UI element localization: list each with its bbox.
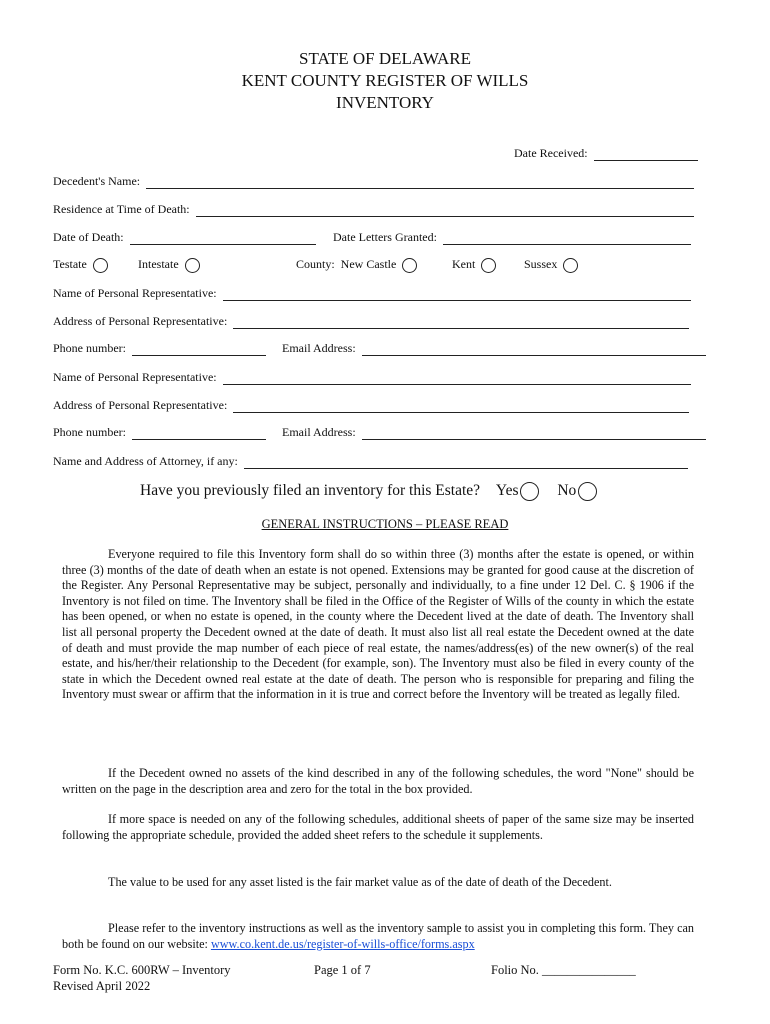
attorney-field[interactable]	[244, 456, 688, 469]
testate-label: Testate	[53, 257, 87, 271]
rep2-address-row	[53, 398, 689, 413]
instructions-paragraph-1	[62, 547, 694, 703]
county-label: County:	[296, 257, 335, 271]
instructions-paragraph-5	[62, 921, 694, 952]
residence-field[interactable]	[196, 204, 694, 217]
rep2-name-label: Name of Personal Representative:	[53, 370, 217, 384]
footer-revised: Revised April 2022	[53, 979, 151, 993]
rep1-name-label: Name of Personal Representative:	[53, 286, 217, 300]
date-received-row	[514, 146, 698, 161]
previously-filed-text: Have you previously filed an inventory for this Estate?	[140, 482, 481, 500]
date-of-death-label: Date of Death:	[53, 230, 124, 244]
rep2-phone-field[interactable]	[132, 427, 266, 440]
rep2-address-label: Address of Personal Representative:	[53, 398, 228, 412]
instructions-paragraph-2	[62, 766, 694, 797]
testate-option	[53, 257, 108, 273]
county-new-castle-option	[296, 257, 417, 273]
county-sussex-option	[524, 257, 578, 273]
footer-folio: Folio No. _______________	[491, 963, 636, 977]
rep2-email-row	[282, 425, 706, 440]
yes-label: Yes	[495, 482, 519, 500]
instructions-p3-text: If more space is needed on any of the following schedules, additional sheets of paper of the same size may be inserted following the appropriate schedule, provided the added sheet refers to the schedule it supplements.	[62, 812, 694, 842]
attorney-label: Name and Address of Attorney, if any:	[53, 454, 238, 468]
forms-website-link[interactable]: www.co.kent.de.us/register-of-wills-office/forms.aspx	[210, 936, 475, 951]
previously-filed-question	[140, 482, 597, 501]
new-castle-radio[interactable]	[402, 258, 417, 273]
rep2-name-row	[53, 370, 691, 385]
new-castle-label: New Castle	[340, 257, 397, 271]
rep1-name-row	[53, 286, 691, 301]
date-letters-row	[333, 230, 691, 245]
rep1-email-row	[282, 341, 706, 356]
rep1-address-field[interactable]	[233, 316, 689, 329]
no-label: No	[557, 482, 577, 500]
instructions-paragraph-4	[62, 875, 694, 891]
rep2-email-field[interactable]	[362, 427, 706, 440]
yes-radio[interactable]	[520, 482, 539, 501]
decedent-name-label: Decedent's Name:	[53, 174, 141, 188]
sussex-label: Sussex	[524, 257, 558, 271]
rep1-phone-row	[53, 341, 266, 356]
attorney-row	[53, 454, 688, 469]
date-of-death-row	[53, 230, 316, 245]
instructions-p4-text: The value to be used for any asset listed is the fair market value as of the date of death of the Decedent.	[108, 875, 612, 889]
sussex-radio[interactable]	[563, 258, 578, 273]
rep2-email-label: Email Address:	[282, 425, 356, 439]
rep2-phone-label: Phone number:	[53, 425, 126, 439]
rep1-email-label: Email Address:	[282, 341, 356, 355]
rep1-email-field[interactable]	[362, 343, 706, 356]
date-letters-label: Date Letters Granted:	[333, 230, 437, 244]
decedent-name-row	[53, 174, 694, 189]
date-received-field[interactable]	[594, 148, 698, 161]
date-received-label: Date Received:	[514, 146, 588, 160]
title-register: KENT COUNTY REGISTER OF WILLS	[241, 71, 529, 90]
rep2-phone-row	[53, 425, 266, 440]
footer-form-number: Form No. K.C. 600RW – Inventory	[53, 963, 231, 977]
residence-label: Residence at Time of Death:	[53, 202, 190, 216]
instructions-heading-text: GENERAL INSTRUCTIONS – PLEASE READ	[261, 517, 509, 531]
footer-page-number: Page 1 of 7	[314, 963, 371, 977]
rep1-name-field[interactable]	[223, 288, 691, 301]
date-letters-field[interactable]	[443, 232, 691, 245]
intestate-option	[138, 257, 200, 273]
rep1-address-label: Address of Personal Representative:	[53, 314, 228, 328]
instructions-p5-text: Please refer to the inventory instructions as well as the inventory sample to assist you in completing this form. They can both be found on our website:	[62, 921, 694, 951]
county-kent-option	[452, 257, 496, 273]
intestate-radio[interactable]	[185, 258, 200, 273]
testate-radio[interactable]	[93, 258, 108, 273]
kent-label: Kent	[452, 257, 476, 271]
instructions-paragraph-3	[62, 812, 694, 843]
intestate-label: Intestate	[138, 257, 179, 271]
rep1-phone-field[interactable]	[132, 343, 266, 356]
rep1-phone-label: Phone number:	[53, 341, 126, 355]
title-inventory: INVENTORY	[336, 93, 434, 112]
instructions-p1-text: Everyone required to file this Inventory form shall do so within three (3) months after the estate is opened, or within three (3) months of the date of death when an estate is not opened. Extensions may be granted for good cause at the discretion of the Register. Any Personal Representative may be subject, personally and individually, to a fine under 12 Del. C. § 1906 if the Inventory is not filed on time. The Inventory shall be filed in the Office of the Register of Wills of the county in which the estate has been opened, or when no estate is opened, in the county where the Decedent lived at the date of death. The Inventory shall list all personal property the Decedent owned at the date of death. It must also list all real estate the Decedent owned at the date of death and must provide the map number of each piece of real estate, the names/address(es) of the new owner(s) of the real estate, and his/her/their relationship to the Decedent (for example, son). The Inventory must also be filed in every county of the state in which the Decedent owned real estate at the date of death. The person who is responsible for preparing and filing the Inventory must swear or affirm that the information in it is true and correct before the Inventory will be treated as legally filed.	[62, 547, 694, 702]
rep1-address-row	[53, 314, 689, 329]
instructions-p2-text: If the Decedent owned no assets of the kind described in any of the following schedules, the word "None" should be written on the page in the description area and zero for the total in the box provided.	[62, 766, 694, 796]
rep2-name-field[interactable]	[223, 372, 691, 385]
no-radio[interactable]	[578, 482, 597, 501]
date-of-death-field[interactable]	[130, 232, 316, 245]
rep2-address-field[interactable]	[233, 400, 689, 413]
title-state: STATE OF DELAWARE	[299, 49, 471, 68]
decedent-name-field[interactable]	[146, 176, 694, 189]
residence-row	[53, 202, 694, 217]
instructions-heading	[0, 517, 770, 532]
kent-radio[interactable]	[481, 258, 496, 273]
